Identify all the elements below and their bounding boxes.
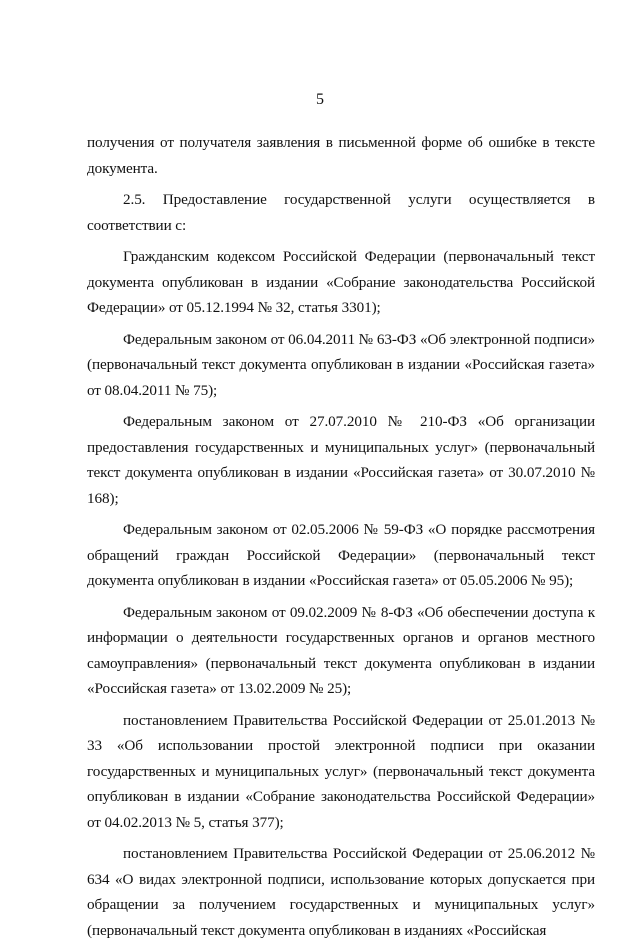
- paragraph-resolution-33: постановлением Правительства Российской Федерации от 25.01.2013 № 33 «Об использовании простой электронной подписи при оказании государственных и муниципальных услуг» (первоначальный текст документа опубликован в издании «Собрание законодательства Российской Федерации» от 04.02.2013 № 5, статья 377);: [87, 711, 595, 831]
- paragraph-continuation: получения от получателя заявления в письменной форме об ошибке в тексте документа.: [87, 134, 595, 177]
- paragraph-civil-code: Гражданским кодексом Российской Федерации (первоначальный текст документа опубликован в издании «Собрание законодательства Российской Федерации» от 05.12.1994 № 32, статья 3301);: [87, 248, 595, 316]
- paragraph-section-2-5: 2.5. Предоставление государственной услуги осуществляется в соответствии с:: [87, 191, 595, 234]
- paragraph-law-8-fz: Федеральным законом от 09.02.2009 № 8-ФЗ «Об обеспечении доступа к информации о деятельности государственных органов и органов местного самоуправления» (первоначальный текст документа опубликован в издании «Российская газета» от 13.02.2009 № 25);: [87, 603, 595, 697]
- document-body: [87, 130, 595, 943]
- paragraph-law-63-fz: Федеральным законом от 06.04.2011 № 63-ФЗ «Об электронной подписи» (первоначальный текст документа опубликован в издании «Российская газета» от 08.04.2011 № 75);: [87, 330, 595, 399]
- paragraph-resolution-634: постановлением Правительства Российской Федерации от 25.06.2012 № 634 «О видах электронной подписи, использование которых допускается при обращении за получением государственных и муниципальных услуг» (первоначальный текст документа опубликован в изданиях «Российская: [87, 845, 595, 939]
- paragraph-law-210-fz: Федеральным законом от 27.07.2010 № 210-ФЗ «Об организации предоставления государственных и муниципальных услуг» (первоначальный текст документа опубликован в издании «Российская газета» от 30.07.2010 № 168);: [87, 413, 595, 507]
- paragraph-law-59-fz: Федеральным законом от 02.05.2006 № 59-ФЗ «О порядке рассмотрения обращений граждан Российской Федерации» (первоначальный текст документа опубликован в издании «Российская газета» от 05.05.2006 № 95);: [87, 521, 595, 589]
- page-number: 5: [316, 91, 324, 108]
